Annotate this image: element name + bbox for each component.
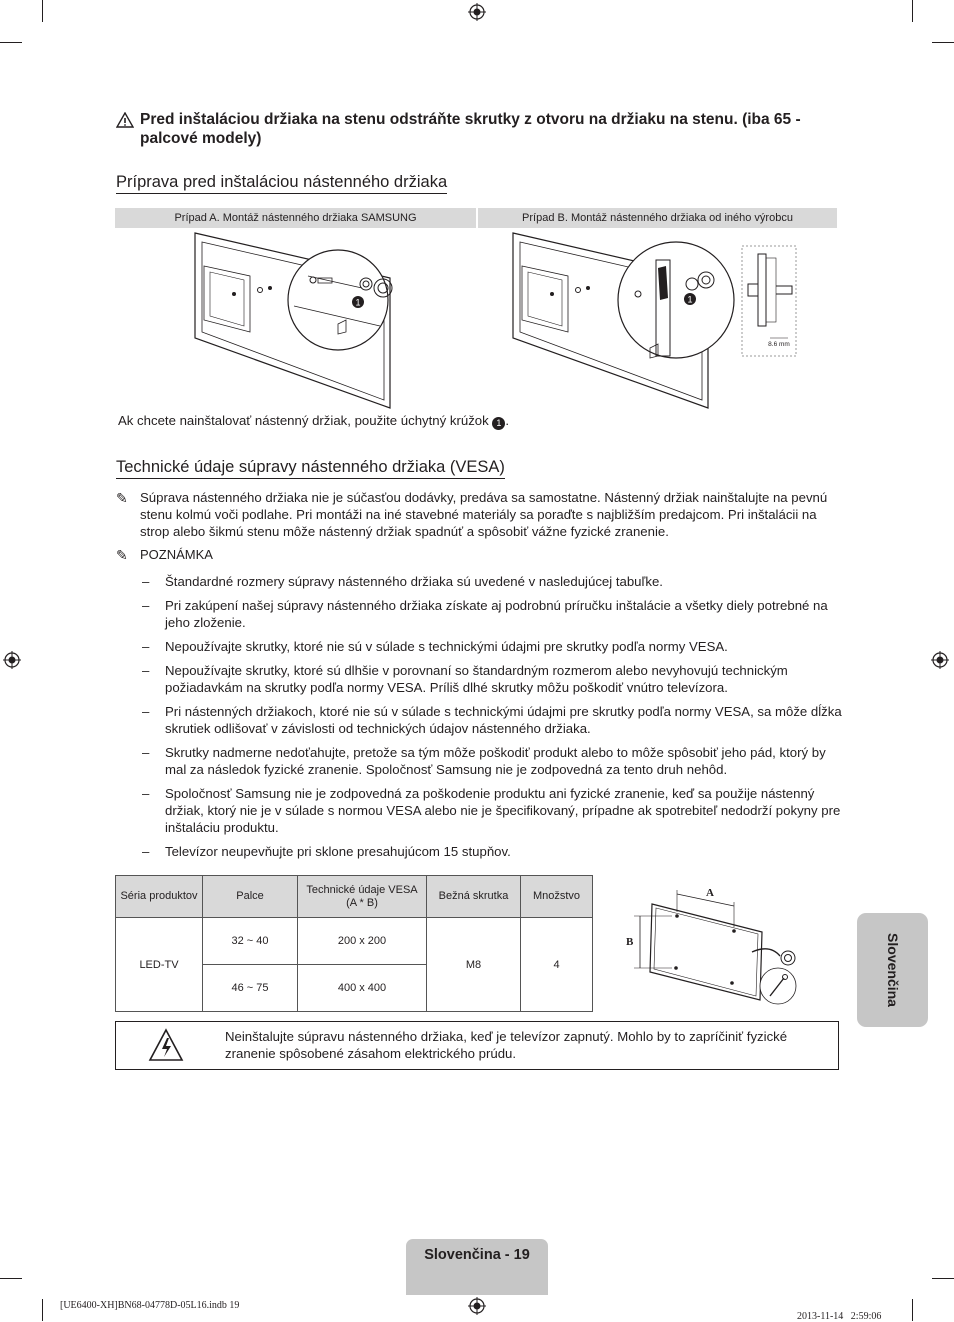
list-item: – Televízor neupevňujte pri sklone presahujúcom 15 stupňov. <box>142 844 511 859</box>
side-tab-label: Slovenčina <box>884 933 901 1007</box>
crop-mark <box>912 0 913 22</box>
series-cell: LED-TV <box>116 918 203 1012</box>
vesa-cell: 200 x 200 <box>298 918 427 965</box>
section-title-vesa: Technické údaje súpravy nástenného držiaka (VESA) <box>116 457 505 479</box>
language-side-tab <box>857 913 928 1027</box>
crop-mark <box>932 42 954 43</box>
section-title-preparation: Príprava pred inštaláciou nástenného držiaka <box>116 172 447 194</box>
note-pencil-icon: ✎ <box>116 490 128 506</box>
caption-text: Ak chcete nainštalovať nástenný držiak, použite úchytný krúžok <box>118 413 489 428</box>
dimension-b-label: B <box>626 936 634 948</box>
inches-cell: 46 ~ 75 <box>203 965 298 1012</box>
column-header: Množstvo <box>521 876 593 918</box>
column-header: Bežná skrutka <box>427 876 521 918</box>
note-label: POZNÁMKA <box>140 547 213 562</box>
caution-icon-cell <box>116 1022 216 1069</box>
dimension-a-label: A <box>706 887 714 899</box>
callout-number: 1 <box>355 297 361 308</box>
list-item: – Pri zakúpení našej súpravy nástenného držiaka získate aj podrobnú príručku inštalácie a všetky diely potrebné na jeho zloženie. <box>142 598 828 630</box>
registration-mark-icon <box>931 651 949 669</box>
svg-text:1: 1 <box>687 294 693 305</box>
quantity-cell: 4 <box>521 918 593 1012</box>
crop-mark <box>0 42 22 43</box>
vesa-cell: 400 x 400 <box>298 965 427 1012</box>
column-header: Technické údaje VESA (A * B) <box>298 876 427 918</box>
page-number: Slovenčina - 19 <box>424 1247 530 1263</box>
crop-mark <box>912 1299 913 1321</box>
note-pencil-icon: ✎ <box>116 547 128 563</box>
footer-file-info: [UE6400-XH]BN68-04778D-05L16.indb 19 <box>60 1300 240 1311</box>
attachment-caption: Ak chcete nainštalovať nástenný držiak, použite úchytný krúžok 1 . <box>118 413 510 428</box>
column-header: Séria produktov <box>116 876 203 918</box>
table-row <box>116 918 593 965</box>
case-a-illustration <box>190 228 400 414</box>
case-b-illustration <box>508 228 798 414</box>
inches-cell: 32 ~ 40 <box>203 918 298 965</box>
crop-mark <box>932 1278 954 1279</box>
note-paragraph: Súprava nástenného držiaka nie je súčasťou dodávky, predáva sa samostatne. Nástenný držiak nainštalujte na pevnú stenu kolmú voči podlahe. Pri montáži na iné stavebné materiály sa poraďte s najbližším predajcom. Pri inštalácii na strop alebo šikmú stenu môže nástenný držiak spadnúť a spôsobiť vážne fyzické zranenie. <box>140 490 828 539</box>
callout-badge: 1 <box>492 417 505 430</box>
installation-warning <box>116 110 816 148</box>
list-item: – Skrutky nadmerne nedoťahujte, pretože sa tým môže poškodiť produkt alebo to môže spôsobiť jeho pád, ktorý by mal za následok fyzické zranenie. Spoločnosť Samsung nie je zodpovedná za tento druh nehôd. <box>142 745 826 777</box>
page-number-tab <box>406 1239 548 1295</box>
crop-mark <box>0 1278 22 1279</box>
table-header-row <box>116 876 593 918</box>
list-item: – Nepoužívajte skrutky, ktoré sú dlhšie v porovnaní so štandardným rozmerom alebo nevyhovujú technickým požiadavkám na skrutky podľa normy VESA. Príliš dlhé skrutky môžu poškodiť vnútro televízora. <box>142 663 788 695</box>
electric-shock-caution <box>115 1021 839 1070</box>
column-header: Palce <box>203 876 298 918</box>
list-item: – Pri nástenných držiakoch, ktoré nie sú v súlade s technickými údajmi pre skrutky podľa normy VESA, sa môže dĺžka skrutiek odlišovať v závislosti od technických údajov nástenného držiaka. <box>142 704 842 736</box>
crop-mark <box>42 1299 43 1321</box>
electric-shock-warning-icon <box>148 1028 184 1062</box>
caution-text: Neinštalujte súpravu nástenného držiaka, keď je televízor zapnutý. Mohlo by to zapríčiniť fyzické zranenie spôsobené zásahom elektrického prúdu. <box>225 1029 788 1061</box>
footer-timestamp: 2013-11-14 2:59:06 <box>797 1311 882 1322</box>
registration-mark-icon <box>468 1297 486 1315</box>
screw-cell: M8 <box>427 918 521 1012</box>
vesa-diagram <box>620 882 810 1012</box>
warning-text: Pred inštaláciou držiaka na stenu odstráňte skrutky z otvoru na držiaku na stenu. (iba 65 -palcové modely) <box>140 111 801 147</box>
case-b-header: Prípad B. Montáž nástenného držiaka od iného výrobcu <box>478 208 837 228</box>
registration-mark-icon <box>468 3 486 21</box>
list-item: – Štandardné rozmery súpravy nástenného držiaka sú uvedené v nasledujúcej tabuľke. <box>142 574 663 589</box>
registration-mark-icon <box>3 651 21 669</box>
list-item: – Spoločnosť Samsung nie je zodpovedná za poškodenie produktu ani fyzické zranenie, keď sa použije nástenný držiak, ktorý nie je v súlade s normou VESA alebo nie je špecifikovaný, prípadne ak spotrebiteľ nedodrží pokyny pre inštaláciu produktu. <box>142 786 841 835</box>
vesa-table <box>115 875 593 1012</box>
list-item: – Nepoužívajte skrutky, ktoré nie sú v súlade s technickými údajmi pre skrutky podľa normy VESA. <box>142 639 728 654</box>
dimension-label: 8.6 mm <box>768 341 790 348</box>
warning-icon <box>116 112 134 128</box>
case-a-header: Prípad A. Montáž nástenného držiaka SAMSUNG <box>115 208 476 228</box>
crop-mark <box>42 0 43 22</box>
